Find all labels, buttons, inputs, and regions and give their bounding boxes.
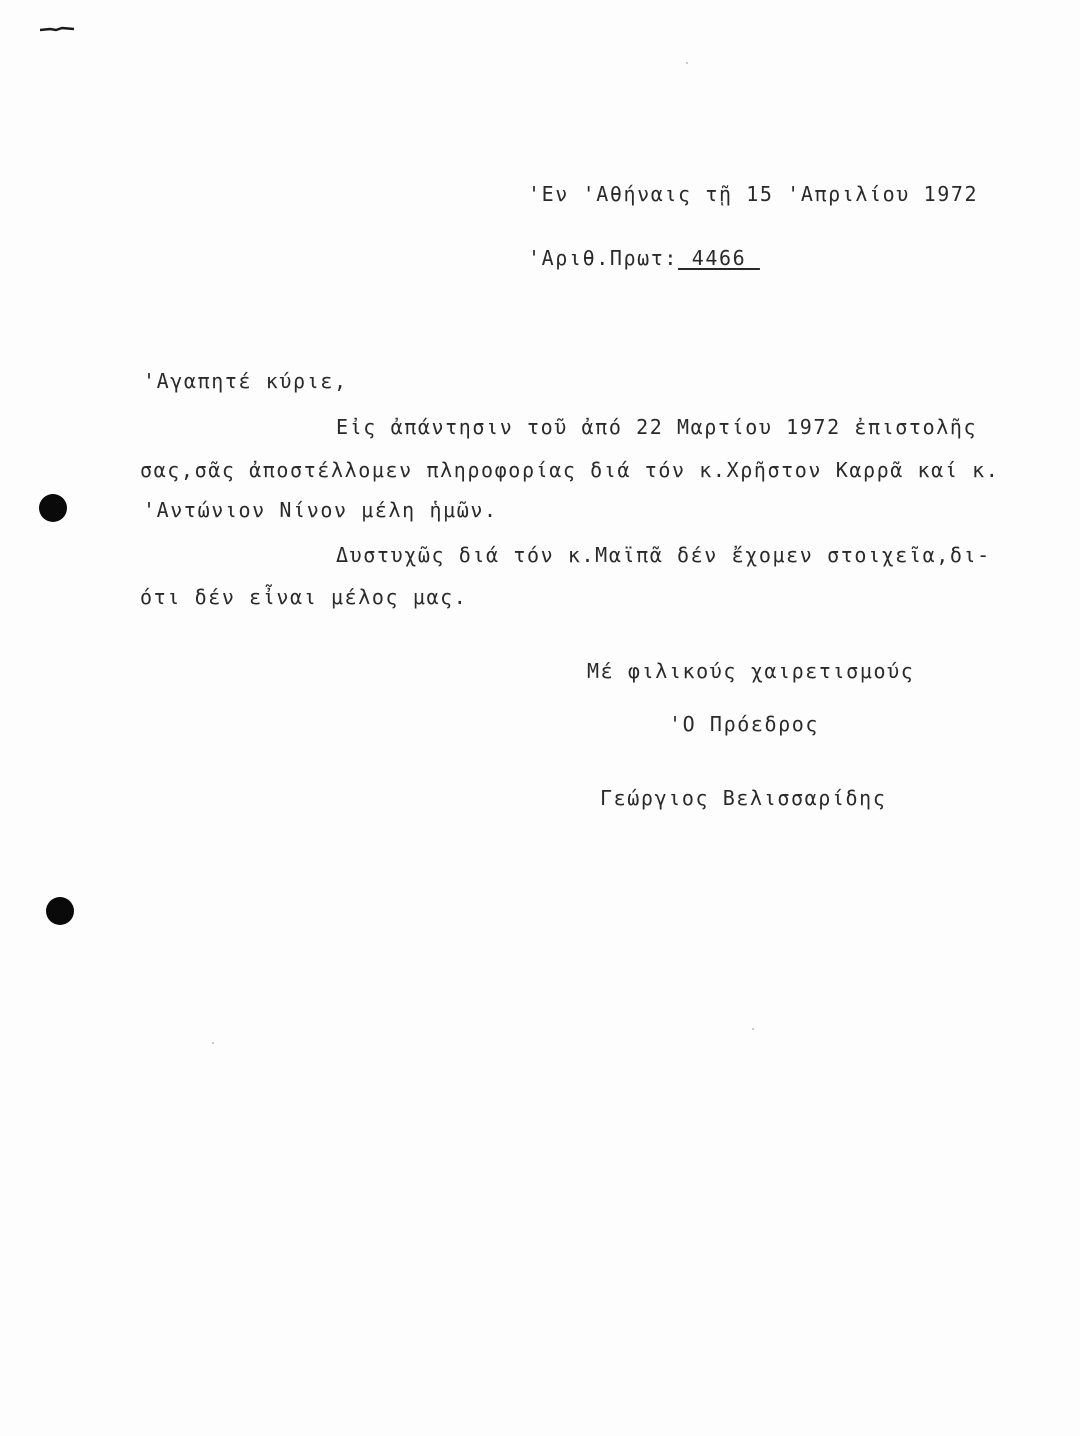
paragraph1-line: 'Αντώνιον Νίνον μέλη ἡμῶν.: [143, 498, 498, 522]
paragraph2-line: Δυστυχῶς διά τόν κ.Μαϊπᾶ δέν ἔχομεν στοιχεῖα,δι-: [336, 543, 991, 567]
paragraph1-line: σας,σᾶς ἀποστέλλομεν πληροφορίας διά τόν κ.Χρῆστον Καρρᾶ καί κ.: [140, 458, 1000, 482]
paragraph1-line: Εἰς ἀπάντησιν τοῦ ἀπό 22 Μαρτίου 1972 ἐπιστολῆς: [336, 415, 978, 439]
date-line: 'Εν 'Αθήναις τῇ 15 'Απριλίου 1972: [528, 182, 979, 206]
protocol-number: _4466_: [678, 246, 760, 270]
greeting: 'Αγαπητέ κύριε,: [143, 369, 348, 393]
protocol-label: 'Αριθ.Πρωτ:: [528, 246, 679, 270]
paragraph2-line: ότι δέν εἶναι μέλος μας.: [140, 585, 468, 609]
paper-speck: [212, 1042, 214, 1044]
punch-hole: [39, 494, 67, 522]
punch-hole: [46, 897, 74, 925]
closing-salutation: Μέ φιλικούς χαιρετισμούς: [587, 659, 915, 683]
protocol-line: [528, 248, 760, 268]
signature-name: Γεώργιος Βελισσαρίδης: [600, 786, 887, 810]
corner-ink-mark: [40, 26, 74, 32]
signature-title: 'Ο Πρόεδρος: [669, 712, 820, 736]
paper-speck: [686, 62, 688, 64]
paper-speck: [752, 1028, 754, 1030]
